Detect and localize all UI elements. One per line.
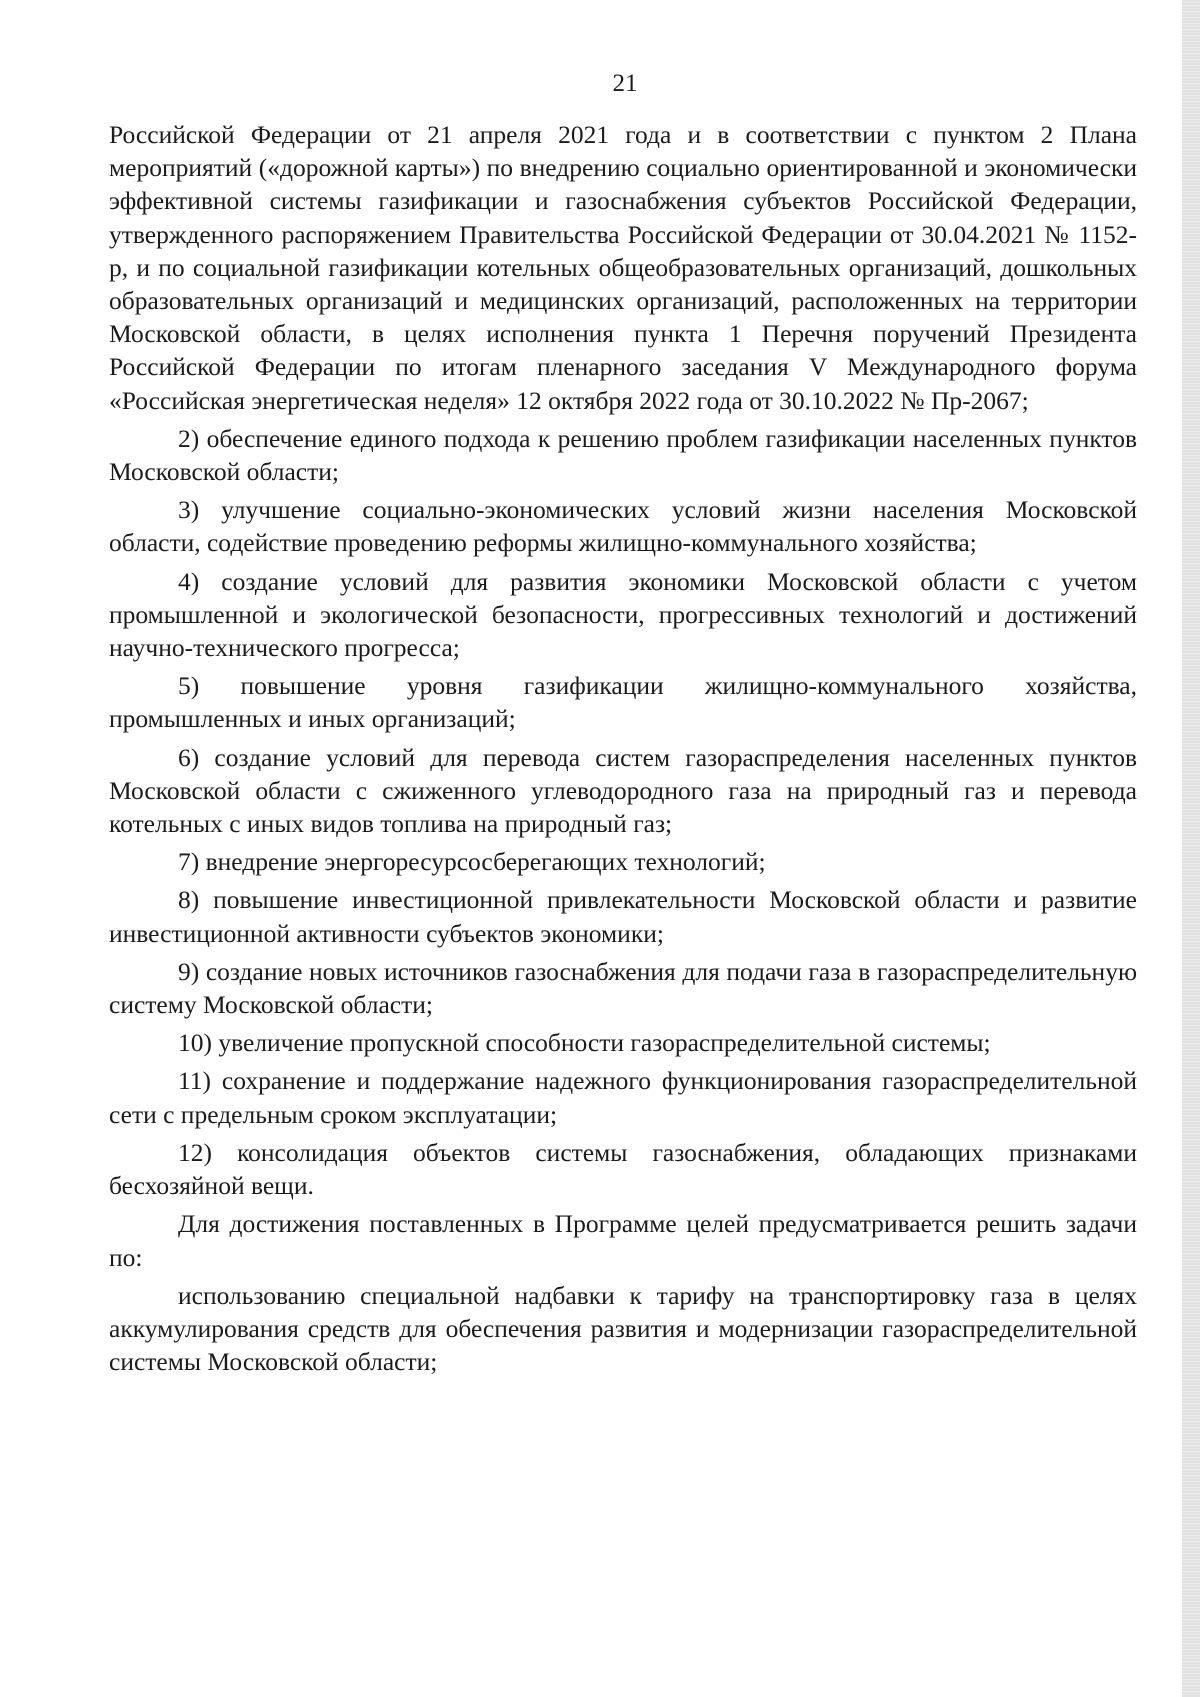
- list-item-9: 9) создание новых источников газоснабжения для подачи газа в газораспределительную систему Московской области;: [109, 956, 1137, 1020]
- list-item-10: 10) увеличение пропускной способности газораспределительной системы;: [178, 1028, 991, 1058]
- scan-edge-artifact: [1182, 0, 1200, 1697]
- list-item-8: 8) повышение инвестиционной привлекательности Московской области и развитие инвестиционной активности субъектов экономики;: [109, 885, 1137, 948]
- document-body: [109, 118, 1137, 1383]
- tasks-intro-paragraph: Для достижения поставленных в Программе целей предусматривается решить задачи по:: [109, 1209, 1137, 1272]
- list-item-3: 3) улучшение социально-экономических условий жизни населения Московской области, содействие проведению реформы жилищно-коммунального хозяйства;: [109, 495, 1137, 558]
- task-item: использованию специальной надбавки к тарифу на транспортировку газа в целях аккумулирования средств для обеспечения развития и модернизации газораспределительной системы Московской области;: [109, 1280, 1137, 1377]
- list-item-6: 6) создание условий для перевода систем газораспределения населенных пунктов Московской области с сжиженного углеводородного газа на природный газ и перевода котельных с иных видов топлива на природный газ;: [109, 742, 1137, 839]
- list-item-5: 5) повышение уровня газификации жилищно-коммунального хозяйства, промышленных и иных организаций;: [109, 671, 1137, 734]
- list-item-4: 4) создание условий для развития экономики Московской области с учетом промышленной и экологической безопасности, прогрессивных технологий и достижений научно-технического прогресса;: [109, 566, 1137, 663]
- list-item-11: 11) сохранение и поддержание надежного функционирования газораспределительной сети с предельным сроком эксплуатации;: [109, 1066, 1137, 1129]
- list-item-2: 2) обеспечение единого подхода к решению проблем газификации населенных пунктов Московской области;: [109, 423, 1137, 487]
- paragraph-continuation: Российской Федерации от 21 апреля 2021 года и в соответствии с пунктом 2 Плана мероприятий («дорожной карты») по внедрению социально ориентированной и экономически эффективной системы газификации и газоснабжения субъектов Российской Федерации, утвержденного распоряжением Правительства Российской Федерации от 30.04.2021 № 1152-р, и по социальной газификации котельных общеобразовательных организаций, дошкольных образовательных организаций и медицинских организаций, расположенных на территории Московской области, в целях исполнения пункта 1 Перечня поручений Президента Российской Федерации по итогам пленарного заседания V Международного форума «Российская энергетическая неделя» 12 октября 2022 года от 30.10.2022 № Пр-2067;: [109, 120, 1137, 415]
- page-number: 21: [612, 70, 638, 97]
- list-item-7: 7) внедрение энергоресурсосберегающих технологий;: [178, 847, 766, 877]
- list-item-12: 12) консолидация объектов системы газоснабжения, обладающих признаками бесхозяйной вещи.: [109, 1137, 1137, 1201]
